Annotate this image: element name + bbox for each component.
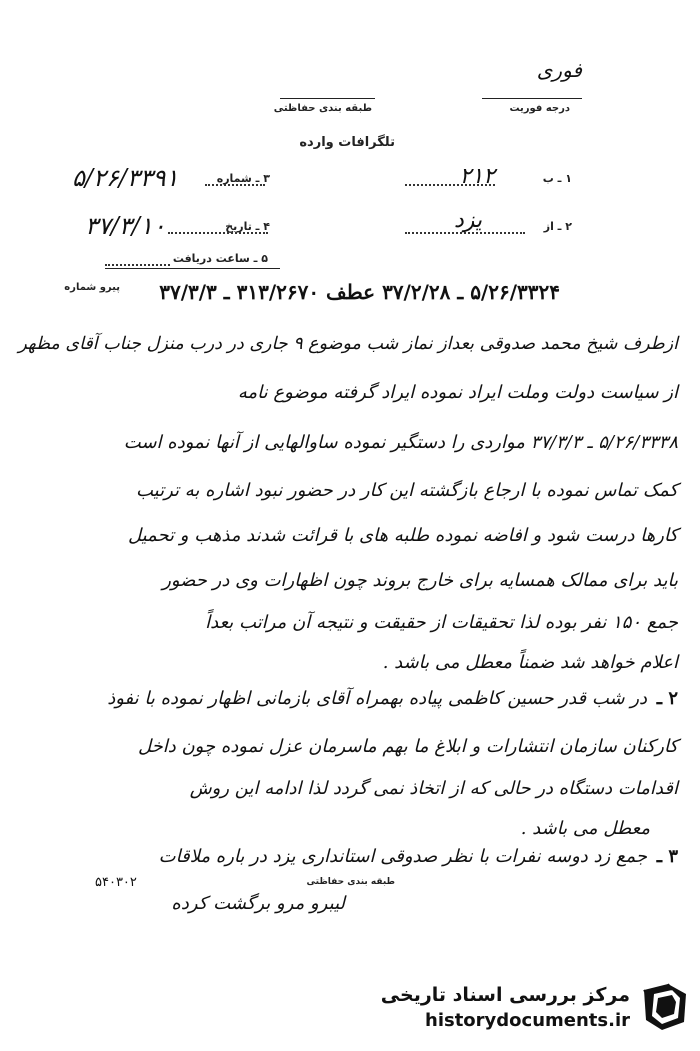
body-line: کمک تماس نموده با ارجاع بازگشته این کار در حضور نبود اشاره به ترتیب <box>136 480 678 501</box>
field-5-dots <box>105 264 170 266</box>
priority-underline <box>482 98 582 99</box>
item-2-line <box>107 688 678 709</box>
classification-label: طبقه بندی حفاظتی <box>273 103 372 114</box>
watermark <box>380 978 692 1040</box>
body-line: اعلام خواهد شد ضمناً معطل می باشد . <box>382 652 678 673</box>
item-2-number: ۲ ـ <box>656 688 678 709</box>
document-title: تلگرافات وارده <box>299 135 395 150</box>
body-line: از سیاست دولت وملت ایراد نموده ایراد گرفته موضوع نامه <box>237 382 678 403</box>
classification-underline <box>280 98 375 99</box>
reference-value: ۵/۲۶/۳۳۲۴ ـ ۳۷/۲/۲۸ عطف ۳۱۳/۲۶۷۰ ـ ۳۷/۳/۳ <box>159 280 560 304</box>
item-2-text: در شب قدر حسین کاظمی پیاده بهمراه آقای بازمانی اظهار نموده با نفوذ <box>107 688 648 709</box>
body-line: ازطرف شیخ محمد صدوقی بعداز نماز شب موضوع ۹ جاری در درب منزل جناب آقای مظهر <box>18 334 678 354</box>
archive-name: مرکز بررسی اسناد تاریخی <box>380 984 630 1006</box>
field-4-value: ۳۷/۳/۱۰ <box>85 212 166 240</box>
body-line: جمع ۱۵۰ نفر بوده لذا تحقیقات از حقیقت و نتیجه آن مراتب بعداً <box>205 612 678 633</box>
archive-url: historydocuments.ir <box>425 1010 630 1031</box>
header-separator <box>105 268 280 269</box>
field-4-label: ۴ ـ تاریخ <box>225 220 270 233</box>
field-3-dots <box>205 184 265 186</box>
item-3-line: لیبرو مرو برگشت کرده <box>171 893 345 914</box>
body-line: ۵/۲۶/۳۳۳۸ ـ ۳۷/۳/۳ مواردی را دستگیر نموده ساوالهایی از آنها نموده است <box>123 432 678 453</box>
archive-logo-icon <box>638 980 692 1034</box>
priority-label: درجه فوریت <box>509 103 570 114</box>
bottom-code: ۵۴۰۳۰۲ <box>95 875 137 890</box>
field-3-label: ۳ ـ شماره <box>216 172 270 185</box>
field-1-value: ۲۱۲ <box>459 164 495 189</box>
field-4-dots <box>168 232 268 234</box>
body-line: باید برای ممالک همسایه برای خارج بروند چون اظهارات وی در حضور <box>162 570 678 591</box>
field-1-label: ۱ ـ ب <box>542 172 572 185</box>
priority-handwritten: فوری <box>536 58 582 82</box>
body-line: کارها درست شود و افاضه نموده طلبه های با قرائت شدند مذهب و تحمیل <box>127 525 678 546</box>
field-2-label: ۲ ـ از <box>543 220 572 233</box>
item-3-text: جمع زد دوسه نفرات با نظر صدوقی استانداری یزد در باره ملاقات <box>158 846 648 867</box>
reference-label: پیرو شماره <box>64 282 120 293</box>
item-2-line: اقدامات دستگاه در حالی که از اتخاذ نمی گردد لذا ادامه این روش <box>189 778 678 799</box>
bottom-classification-label: طبقه بندی حفاظتی <box>306 877 395 887</box>
item-3-line <box>159 846 678 867</box>
item-2-line: کارکنان سازمان انتشارات و ابلاغ ما بهم ماسرمان عزل نموده چون داخل <box>137 736 678 757</box>
item-3-number: ۳ ـ <box>656 846 678 867</box>
item-2-line: معطل می باشد . <box>520 818 650 839</box>
field-2-value: یزد <box>453 208 482 233</box>
field-5-label: ۵ ـ ساعت دریافت <box>172 252 268 265</box>
field-3-value: ۵/۲۶/۳۳۹۱ <box>72 164 179 192</box>
